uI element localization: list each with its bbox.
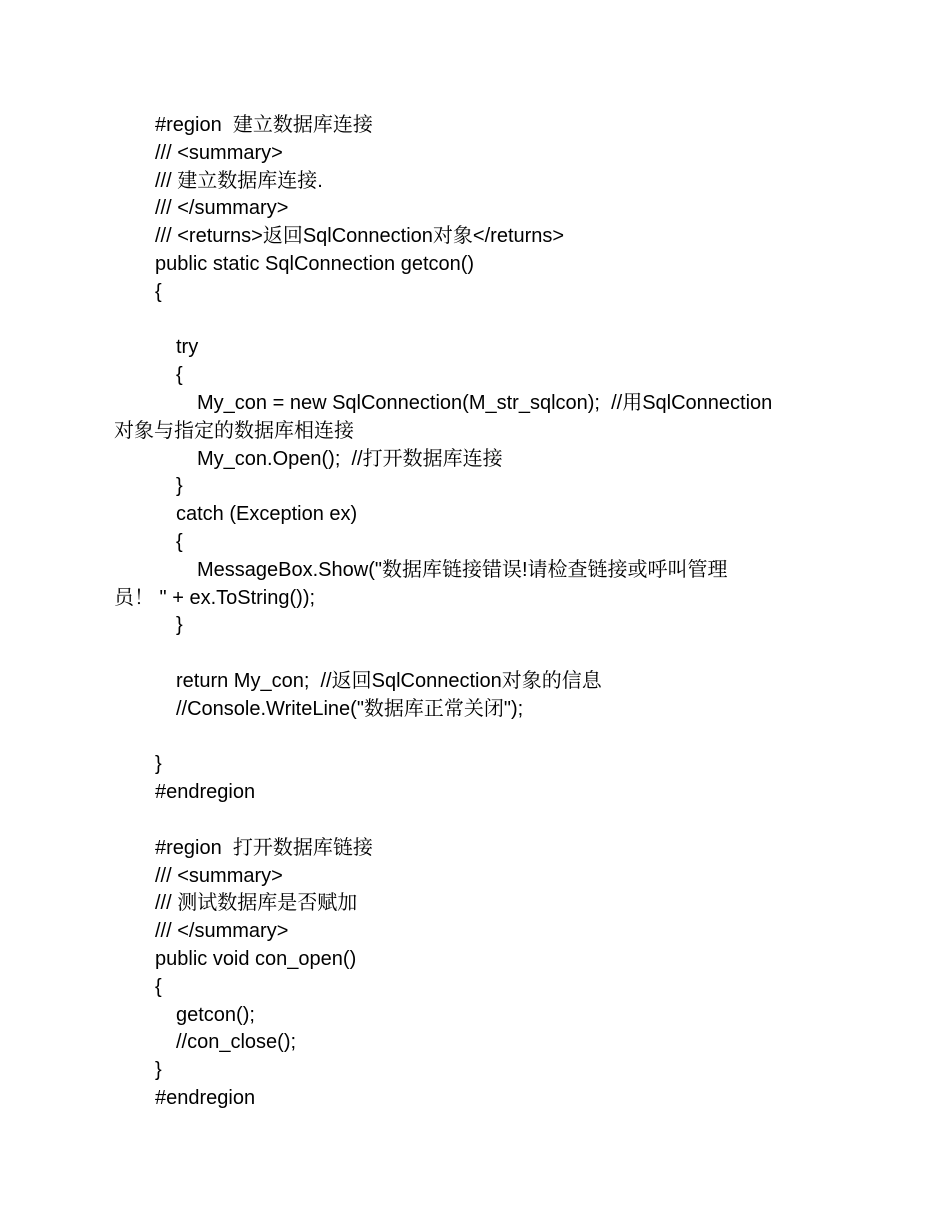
code-line: { bbox=[155, 975, 162, 998]
code-line bbox=[0, 807, 950, 835]
code-line: /// <summary> bbox=[155, 864, 283, 887]
code-line: /// </summary> bbox=[155, 920, 289, 943]
code-line: catch (Exception ex) bbox=[176, 503, 358, 526]
code-line: public void con_open() bbox=[155, 947, 357, 970]
code-line: try bbox=[176, 336, 199, 359]
code-line: //con_close(); bbox=[176, 1031, 297, 1054]
code-line: #region 打开数据库链接 bbox=[155, 836, 373, 859]
code-line: 对象与指定的数据库相连接 bbox=[114, 419, 354, 442]
code-line: #region 建立数据库连接 bbox=[155, 114, 373, 136]
code-line: 员！ " + ex.ToString()); bbox=[114, 586, 316, 609]
code-line: #endregion bbox=[155, 1086, 256, 1109]
code-line bbox=[0, 724, 950, 752]
code-line: { bbox=[176, 364, 183, 387]
code-line bbox=[0, 307, 950, 335]
code-line: } bbox=[155, 753, 162, 776]
code-line: { bbox=[155, 280, 162, 303]
code-line: } bbox=[176, 475, 183, 498]
code-line: MessageBox.Show("数据库链接错误!请检查链接或呼叫管理 bbox=[197, 558, 728, 581]
code-line: /// 测试数据库是否赋加 bbox=[155, 892, 358, 915]
code-line: public static SqlConnection getcon() bbox=[155, 252, 475, 275]
code-line: /// </summary> bbox=[155, 197, 289, 220]
code-listing bbox=[0, 112, 950, 1113]
code-line: } bbox=[176, 614, 183, 637]
code-line: /// <returns>返回SqlConnection对象</returns> bbox=[155, 225, 565, 248]
code-line: } bbox=[155, 1059, 162, 1082]
code-line: My_con = new SqlConnection(M_str_sqlcon); //用SqlConnection bbox=[197, 391, 773, 414]
code-line: /// <summary> bbox=[155, 141, 283, 164]
code-line: //Console.WriteLine("数据库正常关闭"); bbox=[176, 697, 524, 720]
code-line: { bbox=[176, 530, 183, 553]
code-line: return My_con; //返回SqlConnection对象的信息 bbox=[176, 669, 602, 692]
code-line: My_con.Open(); //打开数据库连接 bbox=[197, 447, 503, 470]
code-line: /// 建立数据库连接. bbox=[155, 169, 323, 192]
code-line: getcon(); bbox=[176, 1003, 255, 1026]
code-line: #endregion bbox=[155, 781, 256, 804]
code-line bbox=[0, 640, 950, 668]
